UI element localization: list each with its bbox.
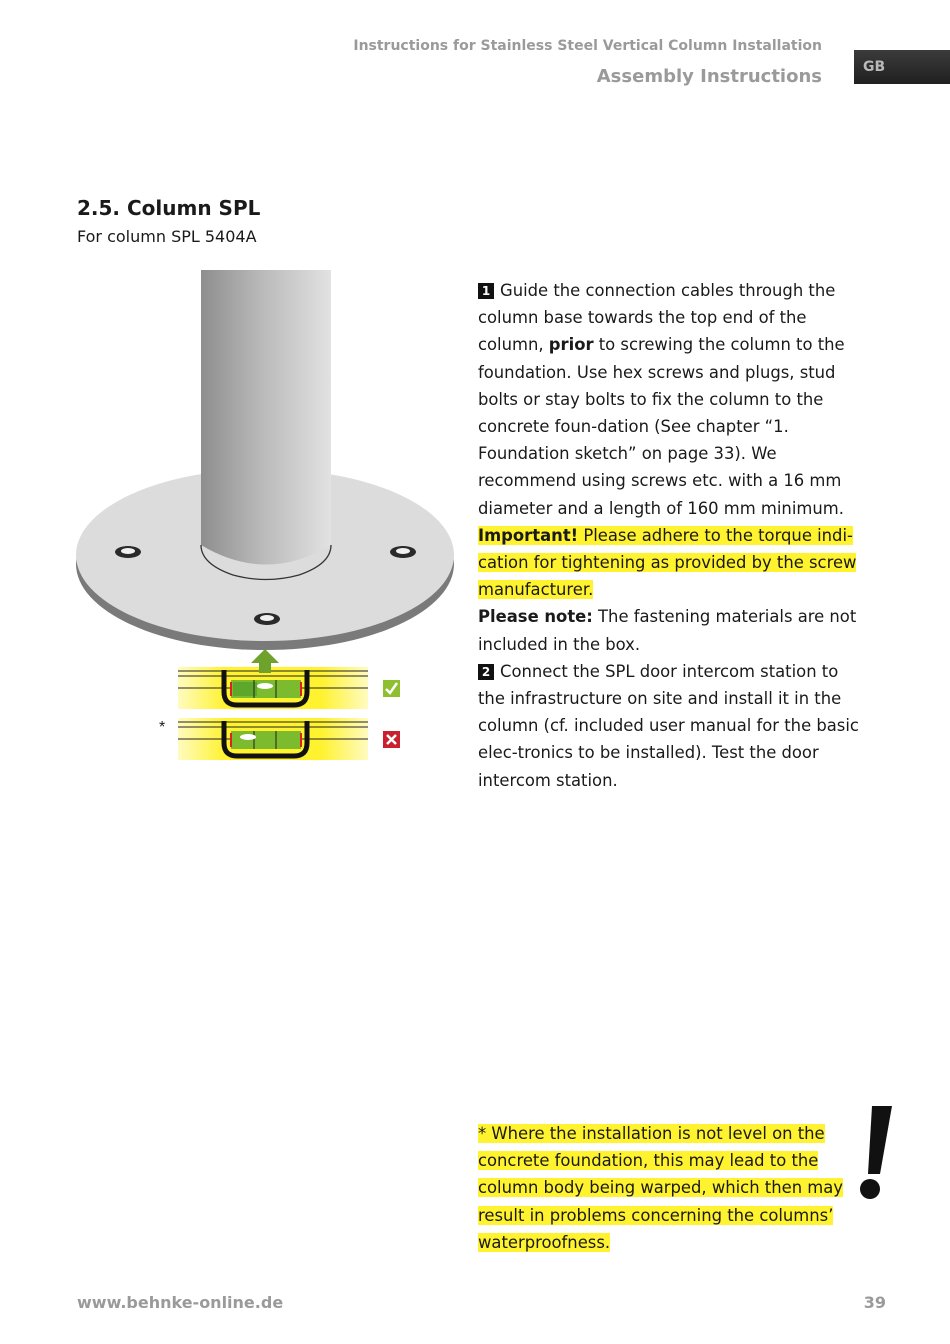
step-1-text-a: Guide the connection cables through the column base towards the top end of the column, (478, 281, 836, 355)
check-icon (383, 680, 400, 697)
spirit-level-correct (178, 667, 368, 709)
column-base-illustration (70, 262, 470, 772)
footer-url: www.behnke-online.de (77, 1293, 284, 1312)
section-title: 2.5. Column SPL (77, 196, 261, 220)
step-1-number: 1 (478, 283, 494, 299)
header-title: Assembly Instructions (596, 66, 822, 87)
page-number: 39 (863, 1293, 886, 1312)
section-subtitle: For column SPL 5404A (77, 227, 257, 246)
instruction-text (478, 277, 863, 794)
language-tab: GB (854, 50, 950, 84)
step-1-text-b: to screwing the column to the foundation. Use hex screws and plugs, stud bolts or stay bolts to fix the column to the concrete foun-dation (See chapter “1. Foundation sketch” on page 33). We recommend using screws etc. with a 16 mm diameter and a length of 160 mm minimum. (478, 335, 845, 518)
note-text: The fastening materials are not included in the box. (478, 607, 857, 654)
note-paragraph (478, 603, 863, 657)
step-1-bold: prior (548, 335, 594, 355)
footnote (478, 1120, 858, 1256)
exclamation-icon (852, 1098, 896, 1202)
step-1-paragraph (478, 277, 863, 522)
column-tube (201, 270, 331, 580)
step-2-paragraph (478, 658, 863, 794)
cross-icon (383, 731, 400, 748)
step-2-number: 2 (478, 664, 494, 680)
important-paragraph (478, 522, 863, 604)
footnote-text: * Where the installation is not level on the concrete foundation, this may lead to the column body being warped, which then may result in problems concerning the columns’ waterproofness. (478, 1124, 844, 1252)
important-text: Please adhere to the torque indi-cation for tightening as provided by the screw manufacturer. (478, 525, 857, 600)
note-label: Please note: (478, 607, 593, 627)
important-label: Important! (478, 525, 579, 545)
spirit-level-incorrect (178, 718, 368, 760)
asterisk-marker: * (159, 719, 166, 736)
step-2-text: Connect the SPL door intercom station to the infrastructure on site and install it in the column (cf. included user manual for the basic elec-tronics to be installed). Test the door intercom station. (478, 661, 859, 790)
header-subtitle: Instructions for Stainless Steel Vertical Column Installation (353, 38, 822, 54)
